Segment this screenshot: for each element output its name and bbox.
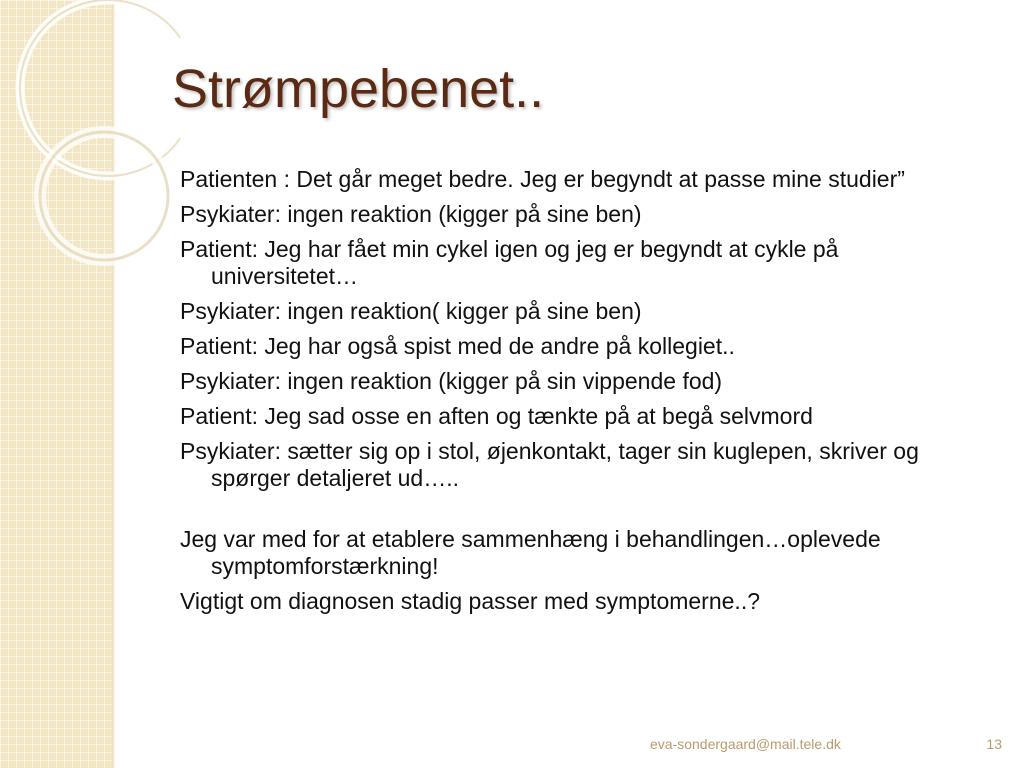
body-paragraph: Patient: Jeg sad osse en aften og tænkte på at begå selvmord	[180, 403, 813, 429]
body-paragraph: Psykiater: ingen reaktion (kigger på sin vippende fod)	[180, 368, 723, 394]
body-paragraph: Patient: Jeg har fået min cykel igen og jeg er begyndt at cykle på universitetet…	[180, 236, 839, 289]
slide-title: Strømpebenet..	[172, 59, 545, 119]
body-paragraph: Patienten : Det går meget bedre. Jeg er begyndt at passe mine studier”	[180, 166, 905, 192]
body-paragraph: Vigtigt om diagnosen stadig passer med symptomerne..?	[180, 588, 760, 614]
body-paragraph: Psykiater: ingen reaktion (kigger på sine ben)	[180, 201, 642, 227]
body-paragraph: Psykiater: sætter sig op i stol, øjenkontakt, tager sin kuglepen, skriver og spørger detaljeret ud…..	[180, 438, 919, 491]
footer-email: eva-sondergaard@mail.tele.dk	[650, 736, 841, 752]
decorative-side-strip	[0, 0, 112, 768]
side-strip-edge	[112, 0, 115, 768]
slide-body	[180, 166, 980, 623]
body-paragraph: Patient: Jeg har også spist med de andre på kollegiet..	[180, 333, 735, 359]
page-number: 13	[986, 736, 1002, 752]
body-paragraph: Psykiater: ingen reaktion( kigger på sine ben)	[180, 298, 642, 324]
body-paragraph: Jeg var med for at etablere sammenhæng i behandlingen…oplevede symptomforstærkning!	[180, 526, 881, 579]
